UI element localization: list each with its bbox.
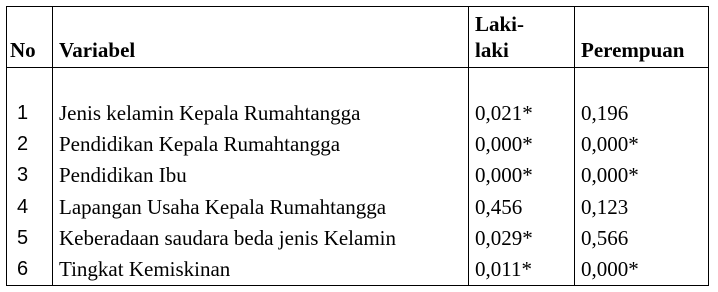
perempuan-value: 0,123 bbox=[575, 191, 709, 222]
row-number: 6 bbox=[7, 254, 53, 286]
perempuan-value: 0,000* bbox=[575, 160, 709, 191]
table-row bbox=[7, 98, 709, 129]
variable-name: Jenis kelamin Kepala Rumahtangga bbox=[53, 98, 469, 129]
spacer-cell bbox=[575, 68, 709, 99]
variable-name: Tingkat Kemiskinan bbox=[53, 254, 469, 286]
row-number: 1 bbox=[7, 98, 53, 129]
variable-name: Lapangan Usaha Kepala Rumahtangga bbox=[53, 191, 469, 222]
header-laki-line1: Laki- bbox=[475, 12, 525, 36]
row-number: 4 bbox=[7, 191, 53, 222]
header-perempuan: Perempuan bbox=[575, 7, 709, 68]
row-number: 5 bbox=[7, 223, 53, 254]
spacer-cell bbox=[469, 68, 575, 99]
variable-name: Keberadaan saudara beda jenis Kelamin bbox=[53, 223, 469, 254]
perempuan-value: 0,566 bbox=[575, 223, 709, 254]
header-no: No bbox=[7, 7, 53, 68]
laki-laki-value: 0,029* bbox=[469, 223, 575, 254]
row-number: 3 bbox=[7, 160, 53, 191]
spacer-cell bbox=[7, 68, 53, 99]
header-laki-laki bbox=[469, 7, 575, 68]
spacer-row bbox=[7, 68, 709, 99]
spacer-cell bbox=[53, 68, 469, 99]
row-number: 2 bbox=[7, 129, 53, 160]
header-laki-line2: laki bbox=[475, 38, 509, 62]
laki-laki-value: 0,011* bbox=[469, 254, 575, 286]
table-row bbox=[7, 160, 709, 191]
laki-laki-value: 0,000* bbox=[469, 160, 575, 191]
laki-laki-value: 0,456 bbox=[469, 191, 575, 222]
perempuan-value: 0,196 bbox=[575, 98, 709, 129]
table-row bbox=[7, 129, 709, 160]
perempuan-value: 0,000* bbox=[575, 129, 709, 160]
variable-name: Pendidikan Kepala Rumahtangga bbox=[53, 129, 469, 160]
table-row bbox=[7, 191, 709, 222]
table-row bbox=[7, 223, 709, 254]
header-variabel: Variabel bbox=[53, 7, 469, 68]
laki-laki-value: 0,000* bbox=[469, 129, 575, 160]
perempuan-value: 0,000* bbox=[575, 254, 709, 286]
laki-laki-value: 0,021* bbox=[469, 98, 575, 129]
results-table bbox=[6, 6, 709, 286]
header-row bbox=[7, 7, 709, 68]
table-row bbox=[7, 254, 709, 286]
variable-name: Pendidikan Ibu bbox=[53, 160, 469, 191]
